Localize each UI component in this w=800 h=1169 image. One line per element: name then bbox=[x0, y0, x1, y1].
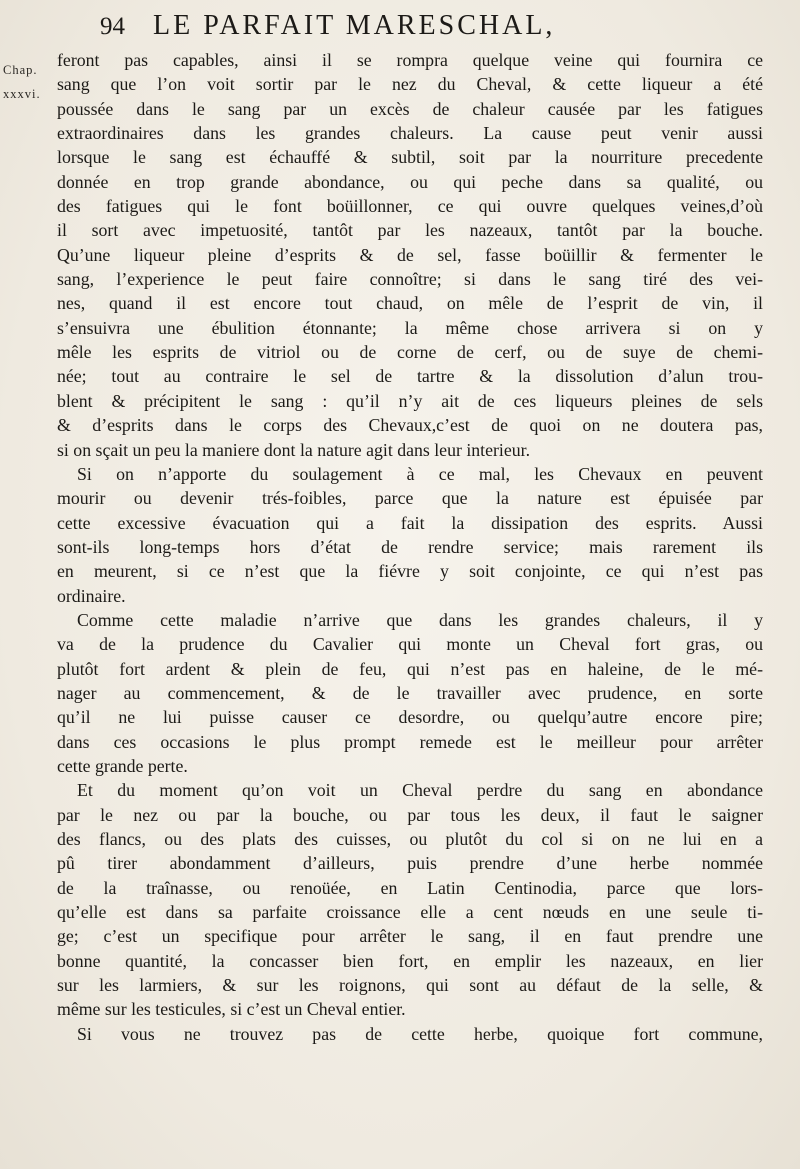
text-line: mêle les esprits de vitriol ou de corne de cerf, ou de suye de chemi- bbox=[57, 342, 763, 363]
text-line: Et du moment qu’on voit un Cheval perdre du sang en abondance bbox=[77, 780, 763, 801]
text-line: va de la prudence du Cavalier qui monte un Cheval fort gras, ou bbox=[57, 634, 763, 655]
text-line: des flancs, ou des plats des cuisses, ou plutôt du col si on ne lui en a bbox=[57, 829, 763, 849]
text-line: sang que l’on voit sortir par le nez du Cheval, & cette liqueur a été bbox=[57, 74, 763, 95]
text-line: mourir ou devenir trés-foibles, parce que la nature est épuisée par bbox=[57, 488, 763, 509]
text-line: bonne quantité, la concasser bien fort, en emplir les nazeaux, en lier bbox=[57, 950, 763, 971]
text-line: plutôt fort ardent & plein de feu, qui n’est pas en haleine, de le mé- bbox=[57, 658, 763, 679]
text-line: nes, quand il est encore tout chaud, on mêle de l’esprit de vin, il bbox=[57, 293, 763, 314]
text-line: ge; c’est un specifique pour arrêter le sang, il en faut prendre une bbox=[57, 926, 763, 947]
text-line: blent & précipitent le sang : qu’il n’y ait de ces liqueurs pleines de sels bbox=[57, 390, 763, 411]
text-line: Comme cette maladie n’arrive que dans les grandes chaleurs, il y bbox=[77, 609, 763, 630]
page-header bbox=[100, 10, 740, 50]
text-line: Qu’une liqueur pleine d’esprits & de sel, fasse boüillir & fermenter le bbox=[57, 244, 763, 265]
page-number: 94 bbox=[100, 13, 125, 40]
text-line: ordinaire. bbox=[57, 585, 126, 606]
text-line: poussée dans le sang par un excès de chaleur causée par les fatigues bbox=[57, 98, 763, 119]
text-line: cette excessive évacuation qui a fait la dissipation des esprits. Aussi bbox=[57, 512, 763, 533]
text-line: qu’il ne lui puisse causer ce desordre, ou quelqu’autre encore pire; bbox=[57, 707, 763, 728]
chapter-number: xxxvi. bbox=[3, 87, 41, 101]
text-line: dans ces occasions le plus prompt remede est le meilleur pour arrêter bbox=[57, 731, 763, 752]
text-line: extraordinaires dans les grandes chaleurs. La cause peut venir aussi bbox=[57, 123, 763, 144]
running-head: LE PARFAIT MARESCHAL, bbox=[153, 10, 556, 41]
body-text bbox=[57, 48, 763, 1046]
text-line: en meurent, si ce n’est que la fiévre y soit conjointe, ce qui n’est pas bbox=[57, 561, 763, 582]
text-line: lorsque le sang est échauffé & subtil, soit par la nourriture precedente bbox=[57, 147, 763, 168]
text-line: pû tirer abondamment d’ailleurs, puis prendre d’une herbe nommée bbox=[57, 853, 763, 874]
text-line: feront pas capables, ainsi il se rompra quelque veine qui fournira ce bbox=[57, 50, 763, 70]
text-line: & d’esprits dans le corps des Chevaux,c’est de quoi on ne doutera pas, bbox=[57, 415, 763, 436]
text-line: des fatigues qui le font boüillonner, ce qui ouvre quelques veines,d’où bbox=[57, 196, 763, 217]
text-line: de la traînasse, ou renoüée, en Latin Centinodia, parce que lors- bbox=[57, 877, 763, 898]
text-line: si on sçait un peu la maniere dont la nature agit dans leur interieur. bbox=[57, 439, 531, 460]
chapter-margin-note bbox=[3, 58, 49, 106]
text-line: s’ensuivra une ébulition étonnante; la même chose arrivera si on y bbox=[57, 317, 763, 338]
text-line: donnée en trop grande abondance, ou qui peche dans sa qualité, ou bbox=[57, 171, 763, 192]
text-line: qu’elle est dans sa parfaite croissance elle a cent nœuds en une seule ti- bbox=[57, 902, 763, 923]
text-line: même sur les testicules, si c’est un Cheval entier. bbox=[57, 999, 406, 1020]
text-line: nager au commencement, & de le travailler avec prudence, en sorte bbox=[57, 682, 763, 703]
text-line: Si vous ne trouvez pas de cette herbe, quoique fort commune, bbox=[77, 1023, 763, 1044]
chapter-label: Chap. bbox=[3, 63, 38, 77]
text-line: née; tout au contraire le sel de tartre & la dissolution d’alun trou- bbox=[57, 366, 763, 387]
text-line: par le nez ou par la bouche, ou par tous les deux, il faut le saigner bbox=[57, 804, 763, 825]
text-line: sur les larmiers, & sur les roignons, qui sont au défaut de la selle, & bbox=[57, 975, 763, 996]
text-line: cette grande perte. bbox=[57, 755, 188, 776]
text-line: sont-ils long-temps hors d’état de rendre service; mais rarement ils bbox=[57, 536, 763, 557]
text-line: sang, l’experience le peut faire connoître; si dans le sang tiré des vei- bbox=[57, 269, 763, 290]
text-line: Si on n’apporte du soulagement à ce mal, les Chevaux en peuvent bbox=[77, 463, 763, 484]
text-line: il sort avec impetuosité, tantôt par les nazeaux, tantôt par la bouche. bbox=[57, 220, 763, 241]
